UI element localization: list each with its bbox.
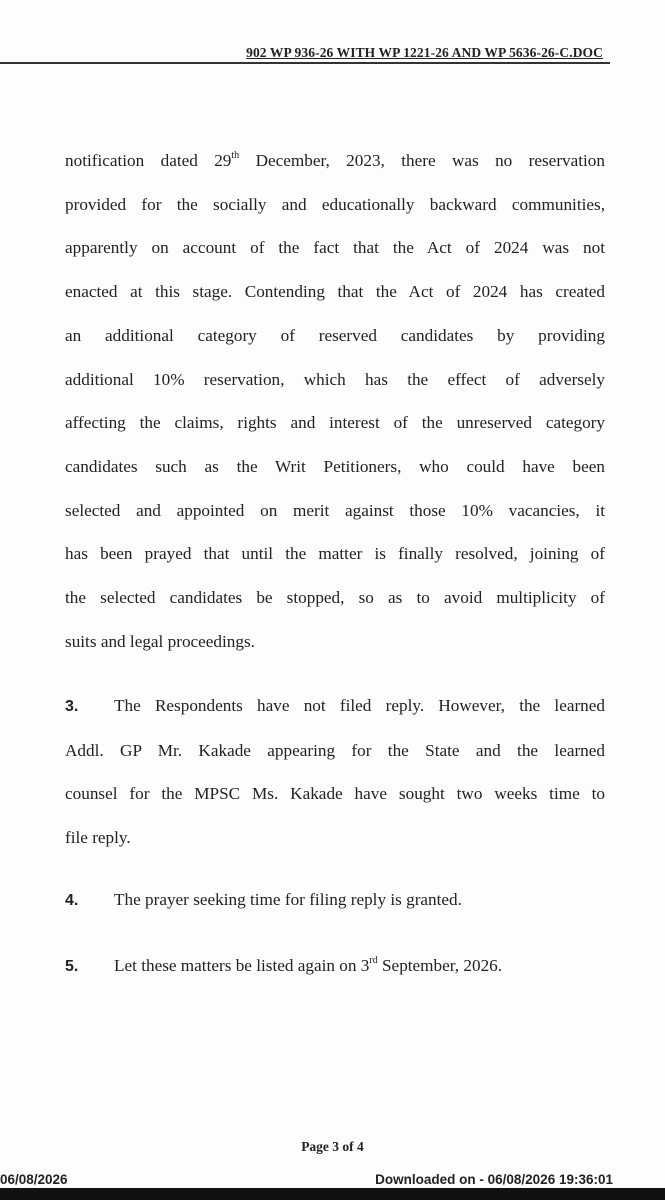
- paragraph-line: enacted at this stage. Contending that the Act of 2024 has created: [65, 282, 605, 302]
- superscript: th: [231, 150, 240, 161]
- header-divider: [0, 62, 610, 64]
- footer-bar: [0, 1188, 665, 1200]
- paragraph-line: [65, 878, 605, 923]
- footer-download-stamp: Downloaded on - 06/08/2026 19:36:01: [375, 1172, 613, 1187]
- document-header-title: 902 WP 936-26 WITH WP 1221-26 AND WP 5636-26-C.DOC: [246, 45, 603, 60]
- paragraph-line: affecting the claims, rights and interest of the unreserved category: [65, 413, 605, 433]
- line-text: September, 2026.: [377, 956, 503, 975]
- paragraph-line: an additional category of reserved candidates by providing: [65, 325, 605, 345]
- paragraph-line: suits and legal proceedings.: [65, 631, 255, 651]
- paragraph-line: candidates such as the Writ Petitioners, who could have been: [65, 456, 605, 476]
- line-text: The prayer seeking time for filing reply is granted.: [114, 890, 462, 909]
- line-text: notification dated 29: [65, 151, 232, 170]
- line-text: Let these matters be listed again on 3: [114, 956, 370, 975]
- paragraph-line: has been prayed that until the matter is finally resolved, joining of: [65, 544, 605, 564]
- paragraph-line: [65, 139, 605, 183]
- superscript: rd: [369, 955, 378, 966]
- paragraph-line: [65, 684, 605, 729]
- page-number: Page 3 of 4: [301, 1139, 364, 1154]
- line-text: December, 2023, there was no reservation: [239, 151, 605, 170]
- paragraph-line: additional 10% reservation, which has the effect of adversely: [65, 369, 605, 389]
- paragraph-3: [65, 684, 605, 860]
- paragraph-line: apparently on account of the fact that the Act of 2024 was not: [65, 238, 605, 258]
- paragraph-line: provided for the socially and educationally backward communities,: [65, 194, 605, 214]
- paragraph-line: selected and appointed on merit against those 10% vacancies, it: [65, 500, 605, 520]
- line-text: The Respondents have not filed reply. However, the learned: [114, 696, 605, 715]
- paragraph-line: file reply.: [65, 828, 131, 848]
- paragraph-number: 5.: [65, 958, 79, 975]
- paragraph-line: [65, 944, 605, 989]
- paragraph-number: 3.: [65, 698, 79, 715]
- paragraph-line: the selected candidates be stopped, so as to avoid multiplicity of: [65, 588, 605, 608]
- paragraph-line: Addl. GP Mr. Kakade appearing for the State and the learned: [65, 740, 605, 760]
- paragraph-number: 4.: [65, 892, 79, 909]
- paragraph-continuation: [65, 139, 605, 663]
- footer-date: 06/08/2026: [0, 1172, 68, 1187]
- paragraph-5: [65, 944, 605, 989]
- paragraph-4: [65, 878, 605, 923]
- paragraph-line: counsel for the MPSC Ms. Kakade have sought two weeks time to: [65, 784, 605, 804]
